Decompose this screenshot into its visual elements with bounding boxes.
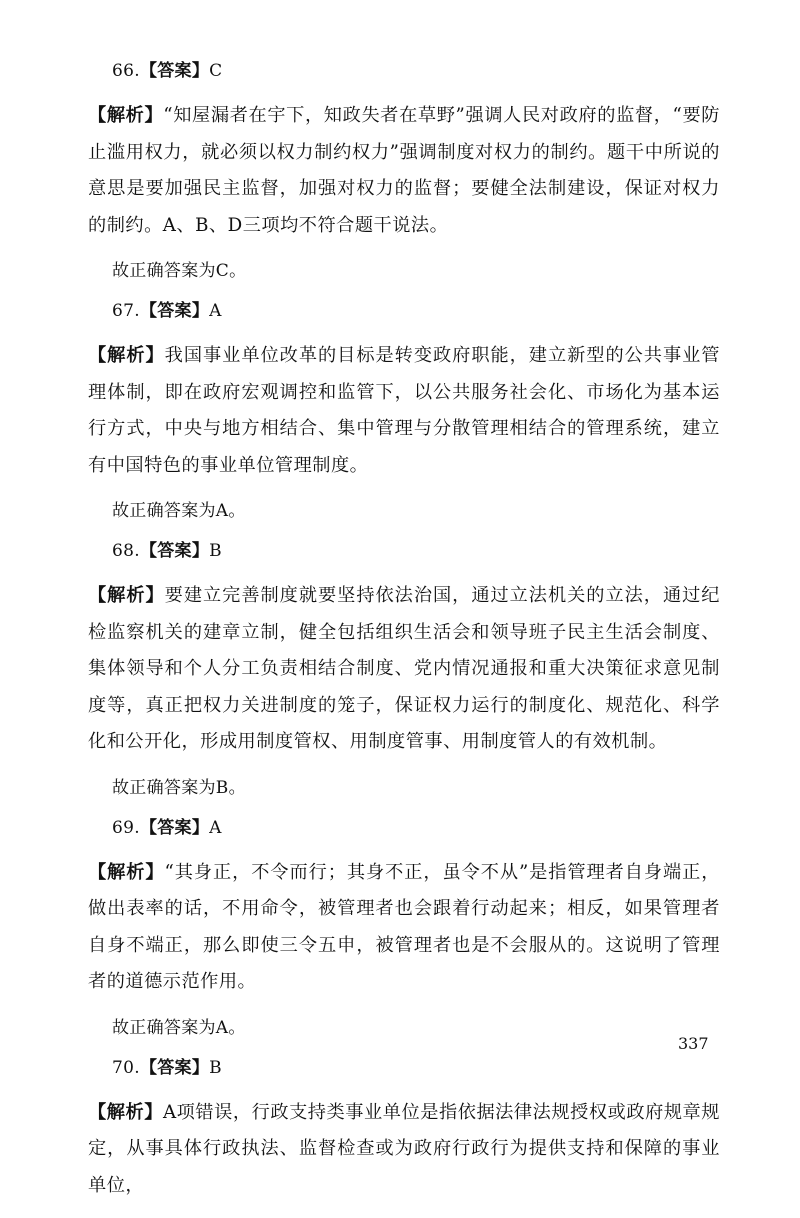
conclusion-line: 故正确答案为A。	[112, 501, 246, 521]
question-66	[88, 58, 720, 284]
analysis-paragraph	[88, 578, 720, 761]
page-number: 337	[678, 1034, 709, 1053]
answer-tag: 【答案】	[139, 301, 210, 321]
analysis-paragraph	[88, 98, 720, 244]
question-69	[88, 815, 720, 1041]
question-number: 66.	[112, 61, 140, 81]
analysis-tag: 【解析】	[88, 861, 165, 883]
answer-tag: 【答案】	[139, 817, 210, 838]
analysis-text: “其身正，不令而行；其身不正，虽令不从”是指管理者自身端正，做出表率的话，不用命令，被管理者也会跟着行动起来；相反，如果管理者自身不端正，那么即使三令五申，被管理者也是不会服从的。这说明了管理者的道德示范作用。	[88, 861, 720, 992]
analysis-tag: 【解析】	[88, 105, 164, 126]
analysis-text: 要建立完善制度就要坚持依法治国，通过立法机关的立法，通过纪检监察机关的建章立制，健全包括组织生活会和领导班子民主生活会制度、集体领导和个人分工负责相结合制度、党内情况通报和重大决策征求意见制度等，真正把权力关进制度的笼子，保证权力运行的制度化、规范化、科学化和公开化，形成用制度管权、用制度管事、用制度管人的有效机制。	[88, 585, 720, 752]
analysis-text: 我国事业单位改革的目标是转变政府职能，建立新型的公共事业管理体制，即在政府宏观调控和监管下，以公共服务社会化、市场化为基本运行方式，中央与地方相结合、集中管理与分散管理相结合的管理系统，建立有中国特色的事业单位管理制度。	[88, 345, 720, 476]
question-number: 69.	[112, 817, 140, 838]
analysis-tag: 【解析】	[88, 345, 165, 366]
answer-value: A	[209, 301, 222, 321]
question-number: 70.	[112, 1057, 140, 1078]
conclusion-line: 故正确答案为C。	[112, 261, 247, 281]
answer-value: C	[209, 61, 223, 81]
question-68	[88, 538, 720, 801]
analysis-tag: 【解析】	[88, 1101, 163, 1123]
question-number: 68.	[112, 541, 140, 561]
answer-line	[112, 298, 720, 324]
analysis-tag: 【解析】	[88, 585, 165, 606]
analysis-paragraph	[88, 855, 720, 1001]
answer-line	[112, 815, 720, 841]
analysis-text: A项错误，行政支持类事业单位是指依据法律法规授权或政府规章规定，从事具体行政执法、监督检查或为政府行政行为提供支持和保障的事业单位，	[88, 1101, 720, 1196]
question-number: 67.	[112, 301, 140, 321]
analysis-paragraph	[88, 338, 720, 484]
answer-line	[112, 58, 720, 84]
answer-value: B	[209, 1057, 222, 1078]
conclusion-line: 故正确答案为B。	[112, 777, 246, 798]
answer-line	[112, 538, 720, 564]
answer-tag: 【答案】	[139, 541, 210, 561]
answer-line	[112, 1055, 720, 1081]
analysis-text: “知屋漏者在宇下，知政失者在草野”强调人民对政府的监督，“要防止滥用权力，就必须以权力制约权力”强调制度对权力的制约。题干中所说的意思是要加强民主监督，加强对权力的监督；要健全法制建设，保证对权力的制约。A、B、D三项均不符合题干说法。	[88, 105, 720, 236]
conclusion-line: 故正确答案为A。	[112, 1017, 246, 1038]
analysis-paragraph	[88, 1095, 720, 1205]
question-70	[88, 1055, 720, 1205]
answer-value: A	[209, 817, 222, 838]
answer-tag: 【答案】	[139, 1057, 210, 1078]
question-67	[88, 298, 720, 524]
answer-tag: 【答案】	[139, 61, 210, 81]
answer-value: B	[209, 541, 222, 561]
answer-explanations	[88, 58, 720, 1218]
